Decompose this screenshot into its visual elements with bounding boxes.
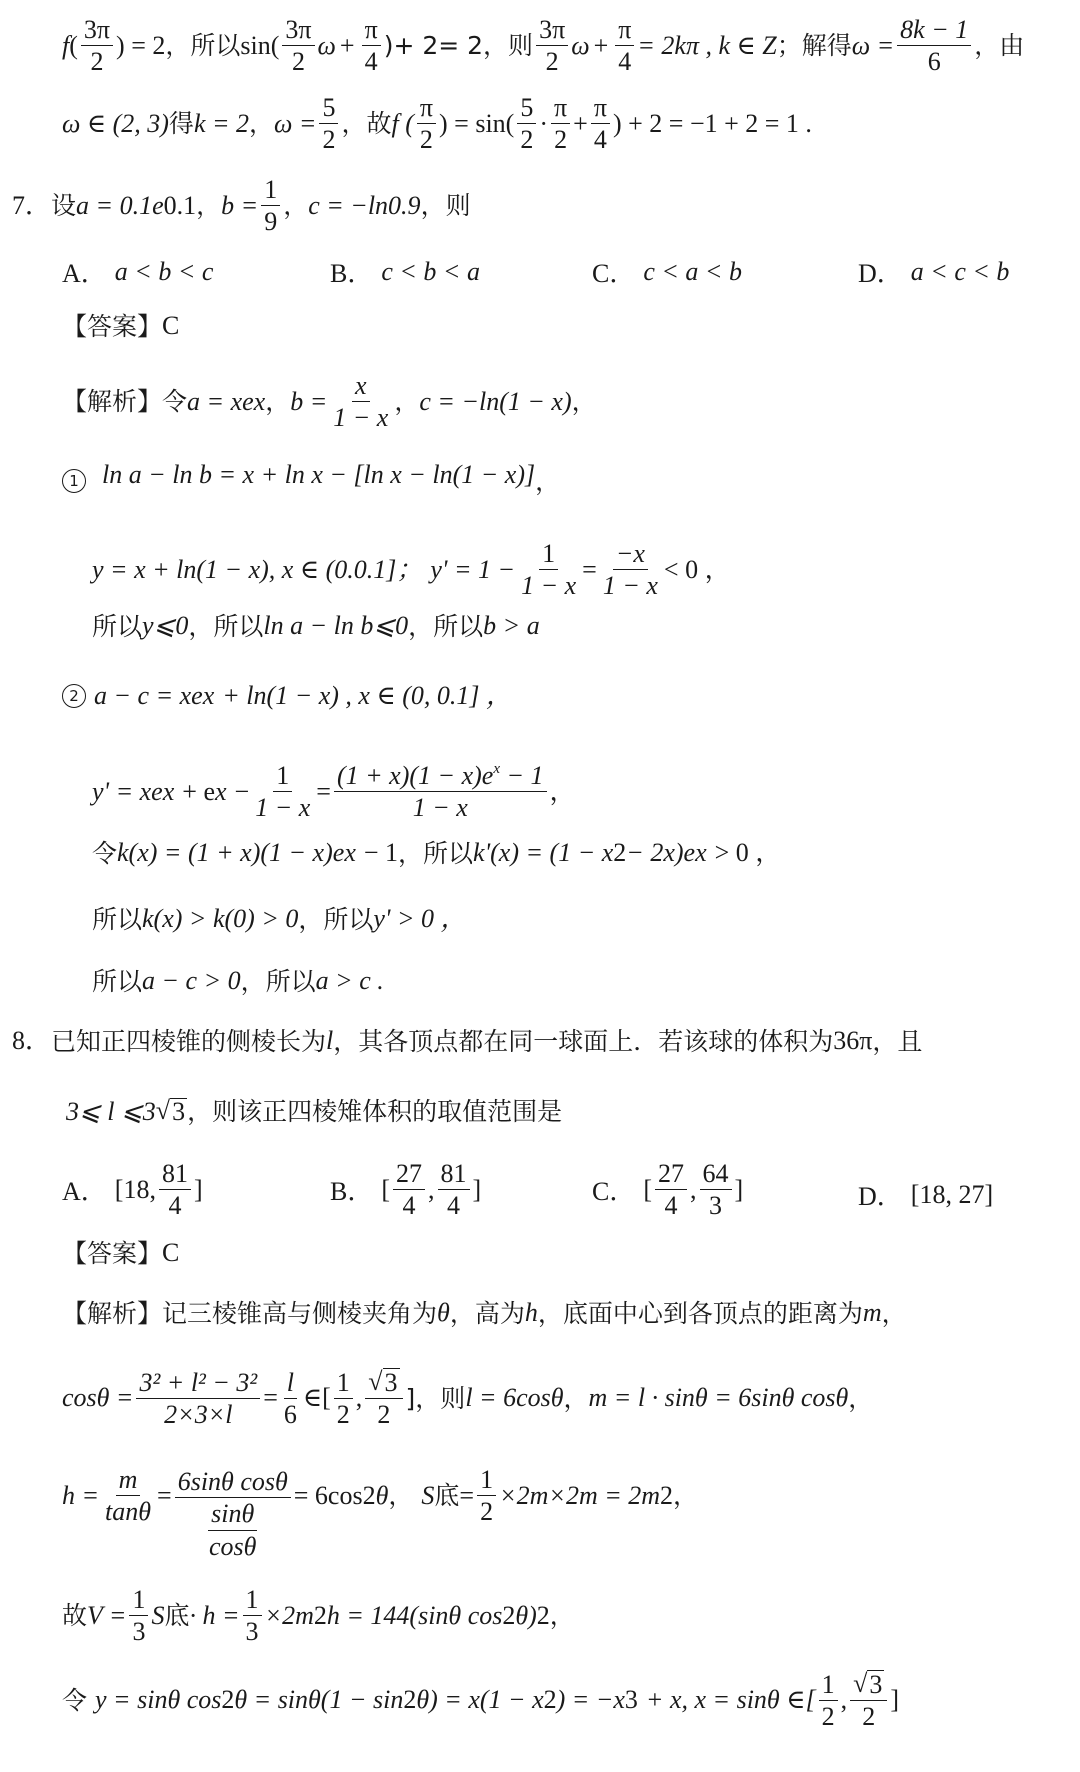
option-c bbox=[592, 253, 742, 290]
frac-den: 2 bbox=[377, 1400, 391, 1430]
math-text: ω = bbox=[851, 30, 895, 60]
option-text: ] bbox=[472, 1174, 482, 1204]
math-text: ) = 2 bbox=[116, 30, 166, 60]
q7-analysis-intro: 【解析】 令 a = xe x ， b = $\frac{x}{1 - x}$ ， c = −ln(1 − x) ， bbox=[62, 371, 597, 433]
text: ， bbox=[265, 387, 291, 417]
frac-den: 3 bbox=[709, 1191, 723, 1221]
option-text: , bbox=[428, 1174, 435, 1204]
math-text: θ = sinθ(1 − sin bbox=[234, 1685, 404, 1715]
frac-den: 4 bbox=[664, 1191, 678, 1221]
option-label: C． bbox=[592, 259, 636, 288]
frac-den: 1 − x bbox=[602, 571, 658, 601]
math-text: f ( bbox=[391, 108, 414, 138]
text: ， bbox=[848, 1383, 874, 1413]
frac-num: 1 bbox=[819, 1671, 838, 1701]
math-text: a = xe bbox=[187, 386, 254, 416]
math-text: ω bbox=[317, 30, 336, 60]
math-text: a − c = xe bbox=[94, 681, 203, 710]
q8-analysis-intro bbox=[62, 1300, 907, 1326]
text: ，高为 bbox=[449, 1298, 525, 1328]
frac-num: 5 bbox=[319, 94, 338, 124]
frac-num: m bbox=[116, 1466, 141, 1496]
q7-step1-conclusion bbox=[92, 613, 540, 639]
text: 令 bbox=[62, 1685, 88, 1715]
math-text: l bbox=[326, 1026, 334, 1055]
math-text: ω bbox=[571, 30, 590, 60]
text: 所以 bbox=[92, 966, 143, 996]
option-label: D． bbox=[858, 259, 903, 288]
option-text: , bbox=[690, 1174, 697, 1204]
option-label: C． bbox=[592, 1177, 636, 1207]
frac-den: 4 bbox=[168, 1191, 182, 1221]
math-text: c = −ln0.9 bbox=[308, 190, 421, 220]
frac-den: 6 bbox=[283, 1399, 297, 1429]
frac-den: 6 bbox=[927, 47, 941, 77]
frac-den: 2 bbox=[821, 1701, 835, 1731]
math-text: b = bbox=[290, 386, 328, 416]
math-text: k = 2 bbox=[193, 108, 250, 138]
math-text: ) + 2 = −1 + 2 = 1 . bbox=[612, 108, 812, 138]
math-text: ×2m bbox=[264, 1600, 314, 1630]
frac-num: 1 bbox=[243, 1586, 262, 1616]
frac-num: 81 bbox=[438, 1160, 470, 1190]
math-text: · h = bbox=[189, 1600, 240, 1630]
math-text: − bbox=[234, 776, 250, 806]
q8-option-b bbox=[330, 1160, 481, 1220]
text: ，所以 bbox=[408, 611, 484, 641]
answer-value: C bbox=[162, 1238, 180, 1267]
frac-den: 2 bbox=[862, 1702, 876, 1732]
q7-answer bbox=[62, 313, 179, 339]
text: ，所以 bbox=[240, 966, 316, 996]
frac-den: 2 bbox=[480, 1497, 494, 1527]
text: ， bbox=[283, 191, 309, 221]
solution-line-2 bbox=[62, 94, 812, 154]
frac-den: 3 bbox=[245, 1617, 259, 1647]
q8-option-a bbox=[62, 1160, 203, 1220]
text: ，底面中心到各顶点的距离为 bbox=[537, 1298, 863, 1328]
frac-num: l bbox=[284, 1369, 297, 1399]
frac-den: 9 bbox=[264, 207, 278, 237]
text: ]，则 bbox=[405, 1383, 466, 1413]
frac-num: 1 bbox=[129, 1586, 148, 1616]
text: ，其各顶点都在同一球面上．若该球的体积为 bbox=[333, 1026, 834, 1056]
text: 已知正四棱锥的侧棱长为 bbox=[51, 1026, 327, 1056]
math-text: y' > 0 ， bbox=[373, 904, 467, 933]
math-text: 36π bbox=[833, 1026, 873, 1055]
frac-num: 64 bbox=[700, 1160, 732, 1190]
frac-num: 6sinθ cosθ bbox=[175, 1468, 291, 1498]
frac-den: 2 bbox=[336, 1399, 350, 1429]
frac-num: 27 bbox=[655, 1160, 687, 1190]
text: ， bbox=[388, 1481, 414, 1511]
math-text: a = 0.1e bbox=[76, 190, 164, 220]
answer-tag: 【答案】 bbox=[62, 1238, 163, 1268]
math-text: m = l · sinθ = 6sinθ cosθ bbox=[588, 1383, 849, 1413]
text: ，且 bbox=[872, 1026, 923, 1056]
q7-step1-derivative: y = x + ln(1 − x), x ∈ (0.0.1]； y' = 1 − $\frac{1}{1 - x}$ = $\frac{-x}{1 - x}$ < 0 ， bbox=[92, 539, 731, 601]
math-text: + bbox=[593, 30, 609, 60]
subscript: 底 bbox=[164, 1601, 190, 1631]
text: ，所以 bbox=[398, 838, 474, 868]
q8-option-c bbox=[592, 1160, 743, 1220]
q7-step2-derivative: y' = xe x + e x − $\frac{1}{1 - x}$ = $\frac{(1 + x)(1 - x)e^x - 1}{1 - x}$ ， bbox=[92, 761, 576, 823]
text: ，故 bbox=[341, 109, 392, 139]
math-text: ln a − ln b⩽0 bbox=[263, 611, 409, 640]
math-text: h = 144(sinθ cos bbox=[326, 1600, 503, 1630]
text: 故 bbox=[62, 1601, 88, 1631]
math-text: = 6cos bbox=[293, 1480, 363, 1510]
frac-num: −x bbox=[613, 540, 648, 570]
math-text: ) = sin( bbox=[439, 108, 515, 138]
frac-num: π bbox=[551, 94, 570, 124]
math-text: + x, x = sinθ ∈[ bbox=[645, 1685, 816, 1715]
frac-num: π bbox=[591, 94, 610, 124]
option-label: A． bbox=[62, 1177, 107, 1207]
text: ；解得 bbox=[776, 31, 852, 61]
text: 得 bbox=[168, 109, 194, 139]
frac-den: 4 bbox=[447, 1191, 461, 1221]
math-text: h = bbox=[62, 1480, 100, 1510]
math-text: ] bbox=[890, 1685, 900, 1715]
math-text: y' = xe bbox=[92, 776, 163, 806]
frac-den: 2 bbox=[520, 125, 534, 155]
text: 所以 bbox=[92, 611, 143, 641]
option-text: a < c < b bbox=[910, 256, 1010, 286]
frac-num: 1 bbox=[477, 1466, 496, 1496]
math-text: θ) = x(1 − x bbox=[416, 1685, 544, 1715]
exponent: 2 bbox=[362, 1480, 376, 1510]
text: ， bbox=[549, 1601, 575, 1631]
frac-num: 3π bbox=[282, 16, 314, 46]
q8-option-d bbox=[858, 1176, 993, 1213]
option-label: A． bbox=[62, 259, 107, 288]
math-text: 3⩽ l ⩽3 bbox=[66, 1096, 156, 1126]
step-1-circle: 1 bbox=[62, 469, 86, 493]
text: ，所以 bbox=[298, 904, 374, 934]
math-text: y = x + ln(1 − x), x ∈ (0.0.1]； bbox=[92, 554, 423, 584]
frac-den: tanθ bbox=[105, 1497, 152, 1527]
frac-num: (1 + x)(1 − x)e bbox=[336, 761, 494, 790]
math-text: θ bbox=[437, 1298, 450, 1327]
frac-den: cosθ bbox=[209, 1531, 257, 1561]
frac-den: 1 − x bbox=[255, 793, 311, 823]
math-text: ) = −x bbox=[556, 1685, 625, 1715]
math-text: c = −ln(1 − x) bbox=[419, 386, 572, 416]
q7-step2-final bbox=[92, 968, 384, 994]
math-text: + bbox=[573, 108, 588, 138]
math-text: l = 6cosθ bbox=[465, 1383, 564, 1413]
frac-num: 27 bbox=[393, 1160, 425, 1190]
text: 所以 bbox=[92, 904, 143, 934]
frac-num: 3π bbox=[81, 16, 113, 46]
math-text: < 0 ， bbox=[663, 554, 731, 584]
frac-num: 1 bbox=[334, 1369, 353, 1399]
frac-num: π bbox=[362, 16, 381, 46]
frac-den: 2 bbox=[90, 47, 104, 77]
text: 设 bbox=[51, 191, 77, 221]
math-text: − 2x)e bbox=[626, 838, 696, 867]
frac-den: 2 bbox=[545, 47, 559, 77]
option-a bbox=[62, 253, 213, 290]
text: 令 bbox=[162, 387, 188, 417]
math-text: m bbox=[862, 1298, 882, 1327]
question-8-stem-2: 3⩽ l ⩽3 √ 3 ，则该正四棱雉体积的取值范围是 bbox=[66, 1096, 563, 1126]
exponent: 0.1 bbox=[163, 190, 197, 220]
q7-step2-k-conclusion bbox=[92, 906, 467, 932]
frac-num: 1 bbox=[539, 540, 558, 570]
frac-num: 5 bbox=[517, 94, 536, 124]
math-text: y' = 1 − bbox=[430, 554, 516, 584]
q8-v-line: 故 V = $\frac{1}{3}$ S 底 · h = $\frac{1}{3}$ ×2m 2 h = 144(sinθ cos 2 θ) 2 ， bbox=[62, 1585, 575, 1647]
answer-value: C bbox=[162, 311, 180, 340]
option-text: [ bbox=[643, 1174, 653, 1204]
math-text: + bbox=[339, 30, 355, 60]
option-text: ] bbox=[734, 1174, 744, 1204]
q7-step1: 1 ln a − ln b = x + ln x − [ln x − ln(1 − x)] ， bbox=[62, 468, 560, 494]
math-text: ω ∈ (2, 3) bbox=[62, 108, 169, 138]
math-text: ∈[ bbox=[302, 1383, 331, 1413]
question-number: 7． bbox=[12, 190, 52, 220]
analysis-tag: 【解析】 bbox=[62, 1298, 163, 1328]
math-text: b > a bbox=[483, 611, 540, 640]
math-text: = bbox=[263, 1383, 278, 1413]
option-text: [ bbox=[381, 1174, 391, 1204]
math-text: h bbox=[524, 1298, 538, 1327]
math-text: ω = bbox=[274, 108, 317, 138]
text: ，则 bbox=[420, 191, 471, 221]
frac-den: 3 bbox=[132, 1617, 146, 1647]
math-text: · bbox=[539, 108, 548, 138]
math-text: ×2m×2m = 2m bbox=[499, 1480, 661, 1510]
math-text: V = bbox=[87, 1600, 127, 1630]
math-text: k'(x) = (1 − x bbox=[473, 838, 614, 867]
text: ，所以 bbox=[165, 31, 241, 61]
q7-step2: 2 a − c = xe x + ln(1 − x) , x ∈ (0, 0.1] ， bbox=[62, 683, 512, 709]
math-text: cosθ = bbox=[62, 1383, 134, 1413]
frac-den: 1 − x bbox=[521, 571, 577, 601]
math-text: y⩽0 bbox=[142, 611, 189, 640]
frac-num: 1 bbox=[261, 176, 280, 206]
math-text: S bbox=[151, 1600, 165, 1630]
frac-den: 1 − x bbox=[333, 403, 389, 433]
text: ， bbox=[249, 109, 275, 139]
step-2-circle: 2 bbox=[62, 684, 86, 708]
text: ， bbox=[196, 191, 222, 221]
answer-tag: 【答案】 bbox=[62, 311, 163, 341]
q8-cos-line: cosθ = $\frac{\text{3² + l² − 3²}}{2\times 3\times l}$ = $\frac{l}{6}$ ∈[ $\frac{1}{2}$ , √ 3 2 ]，则 l = 6cosθ ， m = l · sinθ = 6sinθ cosθ ， bbox=[62, 1367, 874, 1430]
frac-num: 3π bbox=[536, 16, 568, 46]
frac-num: 81 bbox=[159, 1160, 191, 1190]
frac-num: sinθ bbox=[208, 1500, 257, 1530]
frac-den: 2 bbox=[322, 125, 336, 155]
math-text: θ) bbox=[515, 1600, 537, 1630]
frac-den: 2 bbox=[419, 125, 433, 155]
math-text: 3 bbox=[384, 1368, 398, 1397]
text: ， bbox=[563, 1383, 589, 1413]
option-d bbox=[858, 253, 1009, 290]
math-text: y = sinθ cos bbox=[95, 1685, 222, 1715]
math-text: + e bbox=[182, 776, 215, 806]
q8-y-line: 令 y = sinθ cos 2 θ = sinθ(1 − sin 2 θ) = x(1 − x 2 ) = −x 3 + x, x = sinθ ∈[ $\frac{1}{2}$ , √ 3 2 ] bbox=[62, 1669, 900, 1732]
option-b bbox=[330, 253, 480, 290]
frac-num: π bbox=[417, 94, 436, 124]
math-text: ln a − ln b = x + ln x − [ln x − ln(1 − x)] bbox=[102, 460, 536, 489]
math-text: > 0 ， bbox=[714, 838, 782, 867]
q8-answer bbox=[62, 1240, 179, 1266]
math-text: k(x) > k(0) > 0 bbox=[142, 904, 299, 933]
text: ， bbox=[673, 1481, 699, 1511]
frac-num: 8k − 1 bbox=[897, 16, 971, 46]
option-label: B． bbox=[330, 1177, 374, 1207]
math-text: b = bbox=[221, 190, 259, 220]
text: ，由 bbox=[974, 31, 1025, 61]
text: 记三棱锥高与侧棱夹角为 bbox=[162, 1298, 438, 1328]
text: 令 bbox=[92, 838, 118, 868]
math-text: 3 bbox=[869, 1670, 883, 1699]
question-8-stem bbox=[12, 1028, 922, 1054]
solution-line-1: f ( $\frac{3\pi}{2}$ ) = 2 ，所以 sin( $\frac{3\pi}{2}$ ω + $\frac{\pi}{4}$ )+ 2= 2，则 $\frac{3\pi}{2}$ ω + $\frac{\pi}{4}$ = 2kπ , k ∈ Z ；解得 ω = $\frac{8k - 1}{6}$ ，由 bbox=[62, 15, 1025, 77]
frac-num: 1 bbox=[273, 762, 292, 792]
frac-den: 1 − x bbox=[412, 793, 468, 823]
text: ， bbox=[394, 387, 420, 417]
question-7-stem bbox=[12, 176, 471, 236]
frac-num: 3² + l² − 3² bbox=[136, 1369, 260, 1399]
option-label: B． bbox=[330, 259, 374, 288]
text: ，则该正四棱雉体积的取值范围是 bbox=[187, 1097, 563, 1126]
math-text: − 1 bbox=[363, 838, 399, 867]
math-text: = bbox=[459, 1480, 475, 1510]
text: ， bbox=[881, 1298, 907, 1328]
question-number: 8． bbox=[12, 1026, 52, 1055]
subscript: 底 bbox=[434, 1481, 460, 1511]
frac-num: x bbox=[352, 372, 370, 402]
frac-den: 4 bbox=[364, 47, 378, 77]
frac-den: 2 bbox=[554, 125, 568, 155]
math-text: a > c . bbox=[315, 966, 384, 995]
math-text: + ln(1 − x) , x ∈ (0, 0.1] ， bbox=[222, 681, 512, 710]
exponent: 2 bbox=[660, 1480, 674, 1510]
frac-den: 4 bbox=[402, 1191, 416, 1221]
option-label: D． bbox=[858, 1182, 903, 1211]
math-text: k(x) = (1 + x)(1 − x)e bbox=[117, 838, 345, 867]
option-text: a < b < c bbox=[114, 256, 214, 286]
option-text: c < a < b bbox=[643, 256, 742, 286]
text: )+ 2= 2，则 bbox=[383, 31, 534, 61]
q7-step2-k: 令 k(x) = (1 + x)(1 − x)e x − 1 ，所以 k'(x) = (1 − x 2 − 2x)e x > 0 ， bbox=[92, 838, 782, 868]
option-text: [18, 27] bbox=[910, 1179, 994, 1209]
frac-den: 4 bbox=[593, 125, 607, 155]
math-text: 3 bbox=[172, 1097, 186, 1126]
frac-den: 2×3×l bbox=[164, 1399, 233, 1429]
math-text: sin( bbox=[240, 30, 280, 60]
math-text: a − c > 0 bbox=[142, 966, 241, 995]
math-text: θ bbox=[375, 1480, 389, 1510]
option-text: ] bbox=[193, 1174, 203, 1204]
math-text: S bbox=[421, 1480, 435, 1510]
frac-num: π bbox=[615, 16, 634, 46]
frac-den: 2 bbox=[291, 47, 305, 77]
math-text: = 2kπ , k ∈ Z bbox=[637, 30, 777, 60]
option-text: [18, bbox=[114, 1174, 156, 1204]
text: ，所以 bbox=[188, 611, 264, 641]
q8-h-line: h = $\frac{m}{\tan\theta}$ = $\frac{\text{6sinθ cosθ}}{\frac{\sin\theta}{\cos\theta}}$ = 6cos 2 θ ， S 底 = $\frac{1}{2}$ ×2m×2m = 2m 2 ， bbox=[62, 1465, 699, 1561]
frac-den: 4 bbox=[618, 47, 632, 77]
option-text: c < b < a bbox=[381, 256, 480, 286]
analysis-tag: 【解析】 bbox=[62, 387, 163, 417]
